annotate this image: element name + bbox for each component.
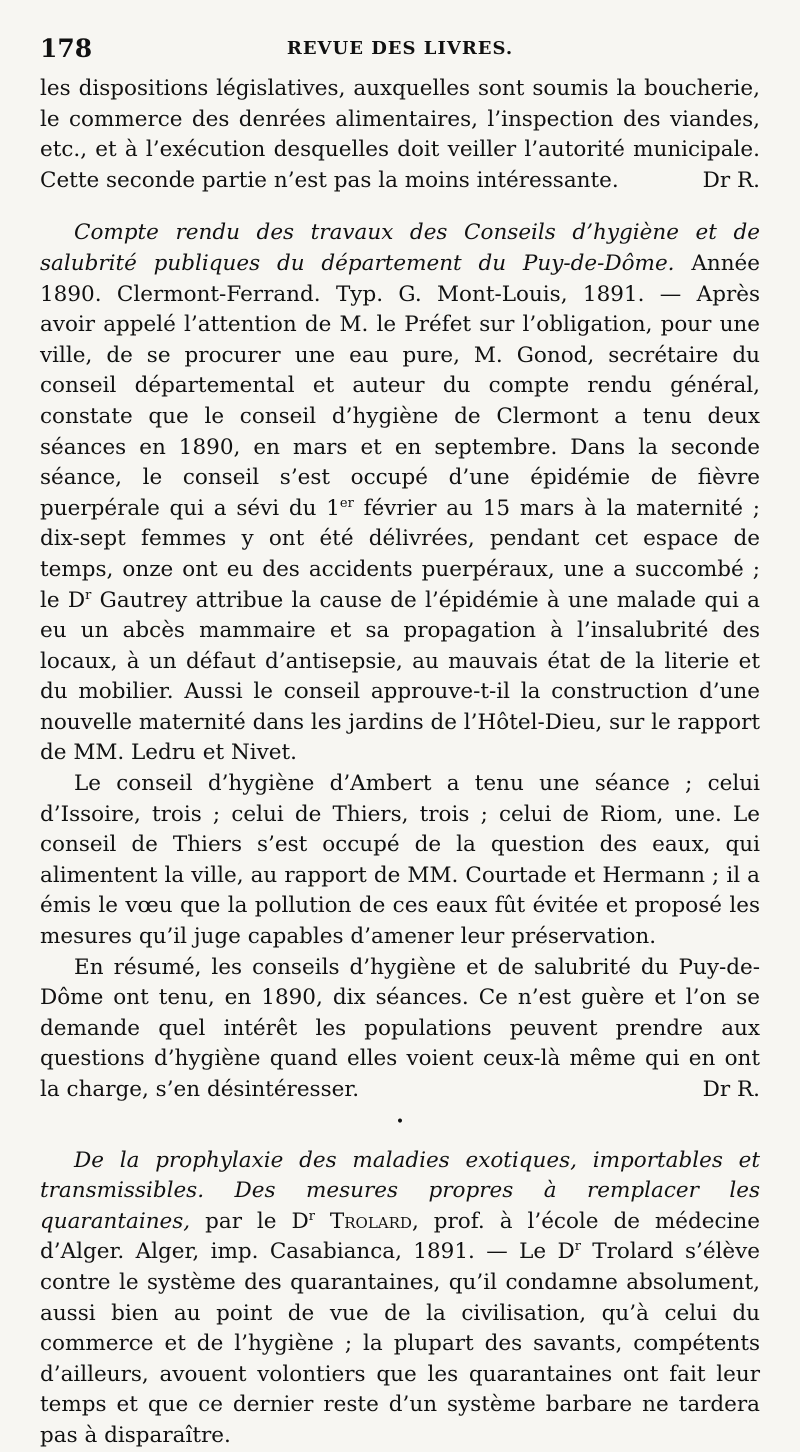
review-body-text: Trolard s’élève contre le système des quarantaines, qu’il condamne absolument, aussi bien au point de vue de la civilisation, qu’à celui du commerce et de l’hygiène ; la plupart des savants, compétents d’ailleurs, avouent volontiers que les quarantaines ont fait leur temps et que ce dernier reste d’un système barbare ne tardera pas à disparaître.: [40, 1239, 761, 1448]
page-number: 178: [40, 34, 93, 63]
review-title: De la prophylaxie des maladies exotiques, importables et transmissibles. Des mesures propres à remplacer les quarantaines,: [40, 1147, 760, 1234]
superscript: er: [339, 495, 354, 511]
continued-paragraph-text: les dispositions législatives, auxquelles sont soumis la boucherie, le commerce des denrées alimentaires, l’inspection des viandes, etc., et à l’exécution desquelles doit veiller l’autorité municipale. Cette seconde partie n’est pas la moins intéressante.: [40, 76, 760, 193]
review-body-text: Gautrey attribue la cause de l’épidémie à une malade qui a eu un abcès mammaire et sa propagation à l’insalubrité des locaux, à un défaut d’antisepsie, au mauvais état de la literie et du mobilier. Aussi le conseil approuve-t-il la construction d’une nouvelle maternité dans les jardins de l’Hôtel-Dieu, sur le rapport de MM. Ledru et Nivet.: [40, 587, 760, 766]
review-paragraph: [40, 1146, 760, 1452]
review-paragraph: [40, 953, 760, 1106]
review-body-text: , prof. à l’école de médecine d’Alger. Alger, imp. Casabianca, 1891. — Le D: [40, 1208, 761, 1265]
author-name: Trolard: [314, 1208, 412, 1234]
review-body-text: Année 1890. Clermont-Ferrand. Typ. G. Mont-Louis, 1891. — Après avoir appelé l’attention de M. le Préfet sur l’obligation, pour une ville, de se procurer une eau pure, M. Gonod, secrétaire du conseil départemental et auteur du compte rendu général, constate que le conseil d’hygiène de Clermont a tenu deux séances en 1890, en mars et en septembre. Dans la seconde séance, le conseil s’est occupé d’une épidémie de fièvre puerpérale qui a sévi du 1: [40, 250, 760, 521]
review-paragraph: [40, 218, 760, 769]
review-body-text: par le D: [190, 1208, 309, 1234]
signature: Dr R.: [702, 167, 760, 193]
review-body-text: février au 15 mars à la maternité ; dix-sept femmes y ont été délivrées, pendant cet espace de temps, onze ont eu des accidents puerpéraux, une a succombé ; le D: [40, 495, 761, 613]
continued-paragraph: [40, 74, 760, 196]
superscript: r: [85, 587, 92, 603]
review-body-text: En résumé, les conseils d’hygiène et de salubrité du Puy-de-Dôme ont tenu, en 1890, dix séances. Ce n’est guère et l’on se demande quel intérêt les populations peuvent prendre aux questions d’hygiène quand elles voient ceux-là même qui en ont la charge, s’en désintéresser.: [40, 954, 760, 1102]
superscript: r: [308, 1208, 315, 1224]
review-title: Compte rendu des travaux des Conseils d’hygiène et de salubrité publiques du département du Puy-de-Dôme.: [40, 220, 760, 276]
section-gap: [40, 196, 760, 218]
signature: Dr R.: [702, 1077, 760, 1102]
page-body: [40, 74, 760, 1452]
review-paragraph: Le conseil d’hygiène d’Ambert a tenu une séance ; celui d’Issoire, trois ; celui de Thiers, trois ; celui de Riom, une. Le conseil de Thiers s’est occupé de la question des eaux, qui alimentent la ville, au rapport de MM. Courtade et Hermann ; il a émis le vœu que la pollution de ces eaux fût évitée et proposé les mesures qu’il juge capables d’amener leur préservation.: [40, 771, 760, 950]
section-ornament: •: [395, 1113, 405, 1130]
superscript: r: [574, 1239, 581, 1255]
page-header: [40, 34, 760, 74]
running-title: REVUE DES LIVRES.: [286, 38, 514, 59]
